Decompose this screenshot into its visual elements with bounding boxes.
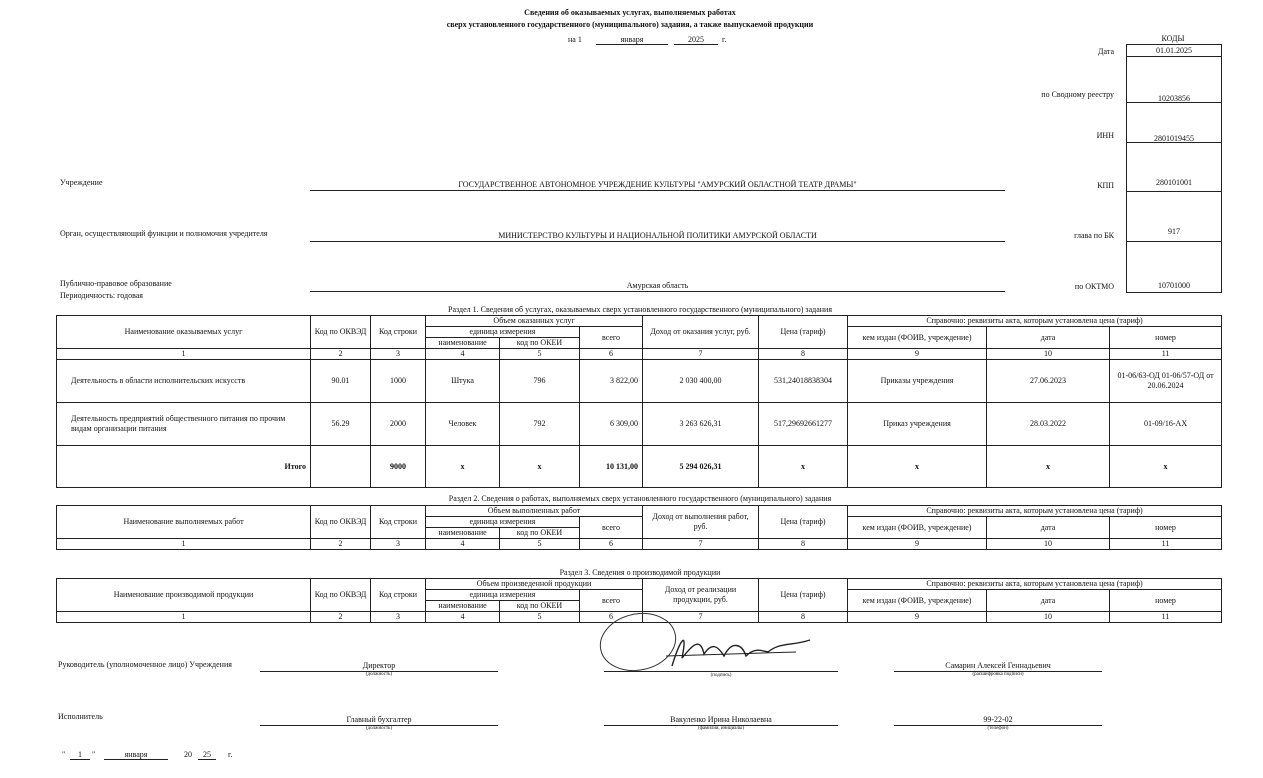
label-glava: глава по БК: [1074, 231, 1114, 240]
s3-h-unit-name: наименование: [426, 601, 500, 612]
s1-total-row-code: 9000: [371, 446, 426, 488]
s3-num: 4: [426, 612, 500, 623]
section1-title: Раздел 1. Сведения об услугах, оказываемых сверх установленного государственного (муниципального) задания: [448, 305, 832, 314]
table-row: [57, 403, 1222, 446]
s2-h-number: номер: [1110, 517, 1222, 539]
s1-num: 10: [987, 349, 1110, 360]
s3-h-volume: Объем произведенной продукции: [426, 579, 643, 590]
s2-h-unit: единица измерения: [426, 517, 580, 528]
s2-num: 5: [500, 539, 580, 550]
ppo-value: Амурская область: [310, 281, 1005, 292]
s3-num: 1: [57, 612, 311, 623]
sign-date-g: г.: [228, 750, 233, 759]
s1-h-number: номер: [1110, 327, 1222, 349]
s1-r2-row: 2000: [371, 403, 426, 446]
s2-num: 7: [643, 539, 759, 550]
s2-h-total: всего: [580, 517, 643, 539]
s1-total-total: 10 131,00: [580, 446, 643, 488]
s1-h-date: дата: [987, 327, 1110, 349]
label-founder: Орган, осуществляющий функции и полномочия учредителя: [60, 229, 268, 238]
caption-fio: (фамилия, инициалы): [697, 726, 745, 731]
s1-r2-issuer: Приказ учреждения: [848, 403, 987, 446]
caption-phone: (телефон): [987, 726, 1009, 731]
s1-r1-number: 01-06/63-ОД 01-06/57-ОД от 20.06.2024: [1110, 360, 1222, 403]
code-registry: 10203856: [1127, 56, 1221, 103]
s3-h-okei: код по ОКЕИ: [500, 601, 580, 612]
s1-h-issuer: кем издан (ФОИВ, учреждение): [848, 327, 987, 349]
s1-r1-issuer: Приказы учреждения: [848, 360, 987, 403]
section3-title: Раздел 3. Сведения о производимой продукции: [559, 568, 721, 577]
s1-h-ref: Справочно: реквизиты акта, которым установлена цена (тариф): [848, 316, 1222, 327]
s2-h-okved: Код по ОКВЭД: [311, 506, 371, 539]
s3-num: 8: [759, 612, 848, 623]
label-executor: Исполнитель: [58, 712, 103, 721]
institution-value: ГОСУДАРСТВЕННОЕ АВТОНОМНОЕ УЧРЕЖДЕНИЕ КУЛЬТУРЫ "АМУРСКИЙ ОБЛАСТНОЙ ТЕАТР ДРАМЫ": [310, 180, 1005, 191]
s3-num: 3: [371, 612, 426, 623]
code-kpp: 280101001: [1127, 143, 1221, 192]
s3-h-name: Наименование производимой продукции: [57, 579, 311, 612]
s2-h-okei: код по ОКЕИ: [500, 528, 580, 539]
s1-r2-total: 6 309,00: [580, 403, 643, 446]
s3-h-unit: единица измерения: [426, 590, 580, 601]
sign-date-year-prefix: 20: [184, 750, 192, 759]
s1-num: 7: [643, 349, 759, 360]
s2-h-income: Доход от выполнения работ, руб.: [643, 506, 759, 539]
sign-date-quote-open: ": [62, 750, 66, 759]
s3-num: 2: [311, 612, 371, 623]
label-inn: ИНН: [1096, 131, 1114, 140]
signature-mark: [596, 606, 826, 686]
founder-value: МИНИСТЕРСТВО КУЛЬТУРЫ И НАЦИОНАЛЬНОЙ ПОЛИТИКИ АМУРСКОЙ ОБЛАСТИ: [310, 231, 1005, 242]
s1-total-row: [57, 446, 1222, 488]
s3-h-date: дата: [987, 590, 1110, 612]
s1-num: 3: [371, 349, 426, 360]
caption-name: (расшифровка подписи): [972, 672, 1024, 677]
s1-r1-total: 3 822,00: [580, 360, 643, 403]
section2-table: [56, 505, 1222, 550]
label-registry: по Сводному реестру: [1041, 90, 1114, 99]
s2-num: 4: [426, 539, 500, 550]
s1-num-row: [57, 349, 1222, 360]
s1-r1-row: 1000: [371, 360, 426, 403]
s3-h-ref: Справочно: реквизиты акта, которым установлена цена (тариф): [848, 579, 1222, 590]
s1-num: 2: [311, 349, 371, 360]
s1-r1-name: Деятельность в области исполнительских искусств: [57, 360, 311, 403]
s3-h-price: Цена (тариф): [759, 579, 848, 612]
periodicity: Периодичность: годовая: [60, 291, 143, 300]
s1-h-row: Код строки: [371, 316, 426, 349]
s1-total-unit: х: [426, 446, 500, 488]
s1-r2-name: Деятельность предприятий общественного питания по прочим видам организации питания: [57, 403, 311, 446]
s1-r2-price: 517,29692661277: [759, 403, 848, 446]
s1-h-price: Цена (тариф): [759, 316, 848, 349]
s2-h-price: Цена (тариф): [759, 506, 848, 539]
s1-h-name: Наименование оказываемых услуг: [57, 316, 311, 349]
s1-total-okei: х: [500, 446, 580, 488]
code-oktmo: 10701000: [1158, 281, 1190, 290]
label-date: Дата: [1098, 47, 1114, 56]
report-date-line: [560, 35, 740, 47]
s2-num: 3: [371, 539, 426, 550]
executor-name: Вакуленко Ирина Николаевна: [604, 715, 838, 726]
code-glava: 917: [1127, 192, 1221, 242]
label-institution: Учреждение: [60, 178, 103, 187]
head-position: Директор: [260, 661, 498, 672]
head-name: Самарин Алексей Геннадьевич: [894, 661, 1102, 672]
s2-h-date: дата: [987, 517, 1110, 539]
doc-title-line2: сверх установленного государственного (муниципального) задания, а также выпускаемой продукции: [446, 20, 814, 29]
label-oktmo: по ОКТМО: [1074, 282, 1114, 291]
report-date-year: 2025: [674, 35, 718, 45]
caption-exec-position: (должность): [365, 726, 393, 731]
s1-r1-income: 2 030 400,00: [643, 360, 759, 403]
section2-title: Раздел 2. Сведения о работах, выполняемых сверх установленного государственного (муниципального) задания: [448, 494, 832, 503]
s1-total-income: 5 294 026,31: [643, 446, 759, 488]
s3-h-okved: Код по ОКВЭД: [311, 579, 371, 612]
s1-h-volume: Объем оказанных услуг: [426, 316, 643, 327]
s1-r1-okei: 796: [500, 360, 580, 403]
s2-h-ref: Справочно: реквизиты акта, которым установлена цена (тариф): [848, 506, 1222, 517]
label-ppo: Публично-правовое образование: [60, 279, 172, 288]
s1-r1-price: 531,24018838304: [759, 360, 848, 403]
s3-num: 5: [500, 612, 580, 623]
executor-phone: 99-22-02: [894, 715, 1102, 726]
s1-r2-okved: 56.29: [311, 403, 371, 446]
s2-num: 11: [1110, 539, 1222, 550]
s2-h-volume: Объем выполненных работ: [426, 506, 643, 517]
s3-h-income: Доход от реализации продукции, руб.: [643, 579, 759, 612]
s3-h-total: всего: [580, 590, 643, 612]
s1-r2-okei: 792: [500, 403, 580, 446]
s1-num: 4: [426, 349, 500, 360]
s3-h-issuer: кем издан (ФОИВ, учреждение): [848, 590, 987, 612]
sign-date-quote-close: ": [92, 750, 96, 759]
report-date-na: на 1: [568, 35, 582, 44]
s3-num: 9: [848, 612, 987, 623]
s3-h-number: номер: [1110, 590, 1222, 612]
s1-total-date: х: [987, 446, 1110, 488]
s1-h-okved: Код по ОКВЭД: [311, 316, 371, 349]
table-row: [57, 360, 1222, 403]
executor-position: Главный бухгалтер: [260, 715, 498, 726]
s2-num: 2: [311, 539, 371, 550]
s1-total-label: Итого: [57, 446, 311, 488]
s1-r1-date: 27.06.2023: [987, 360, 1110, 403]
s1-num: 5: [500, 349, 580, 360]
s3-num: 6: [580, 612, 643, 623]
s3-num: 11: [1110, 612, 1222, 623]
s1-h-okei: код по ОКЕИ: [500, 338, 580, 349]
s3-num: 10: [987, 612, 1110, 623]
sign-date-year: 25: [198, 750, 216, 760]
s1-h-income: Доход от оказания услуг, руб.: [643, 316, 759, 349]
doc-title-line1: Сведения об оказываемых услугах, выполняемых работах: [524, 8, 736, 17]
s1-r2-income: 3 263 626,31: [643, 403, 759, 446]
s2-h-name: Наименование выполняемых работ: [57, 506, 311, 539]
label-kpp: КПП: [1097, 181, 1114, 190]
s2-num: 9: [848, 539, 987, 550]
s1-r2-unit: Человек: [426, 403, 500, 446]
s1-total-price: х: [759, 446, 848, 488]
s2-num: 10: [987, 539, 1110, 550]
codes-title: КОДЫ: [1161, 34, 1185, 43]
s1-num: 11: [1110, 349, 1222, 360]
report-date-g: г.: [722, 35, 727, 44]
label-head: Руководитель (уполномоченное лицо) Учреждения: [58, 660, 232, 669]
s1-r2-date: 28.03.2022: [987, 403, 1110, 446]
s1-r1-okved: 90.01: [311, 360, 371, 403]
s2-num: 6: [580, 539, 643, 550]
s1-total-okved: [311, 446, 371, 488]
s1-num: 8: [759, 349, 848, 360]
s2-h-row: Код строки: [371, 506, 426, 539]
s2-h-issuer: кем издан (ФОИВ, учреждение): [848, 517, 987, 539]
s2-num: 8: [759, 539, 848, 550]
code-inn: 2801019455: [1127, 103, 1221, 143]
s1-r1-unit: Штука: [426, 360, 500, 403]
s3-num: 7: [643, 612, 759, 623]
s1-num: 1: [57, 349, 311, 360]
s2-num-row: [57, 539, 1222, 550]
sign-date-month: января: [104, 750, 168, 760]
report-date-month: января: [596, 35, 668, 45]
s3-h-row: Код строки: [371, 579, 426, 612]
sign-date-day: 1: [70, 750, 90, 760]
sign-date: [62, 750, 262, 762]
s1-total-issuer: х: [848, 446, 987, 488]
s1-h-unit: единица измерения: [426, 327, 580, 338]
codes-box: [1126, 44, 1222, 293]
section1-table: [56, 315, 1222, 488]
s1-num: 6: [580, 349, 643, 360]
caption-position: (должность): [365, 672, 393, 677]
caption-signature: (подпись): [710, 673, 732, 678]
s2-num: 1: [57, 539, 311, 550]
s1-total-number: х: [1110, 446, 1222, 488]
s2-h-unit-name: наименование: [426, 528, 500, 539]
s1-r2-number: 01-09/16-АХ: [1110, 403, 1222, 446]
s1-h-total: всего: [580, 327, 643, 349]
code-date: 01.01.2025: [1127, 45, 1221, 57]
s1-h-unit-name: наименование: [426, 338, 500, 349]
s1-num: 9: [848, 349, 987, 360]
